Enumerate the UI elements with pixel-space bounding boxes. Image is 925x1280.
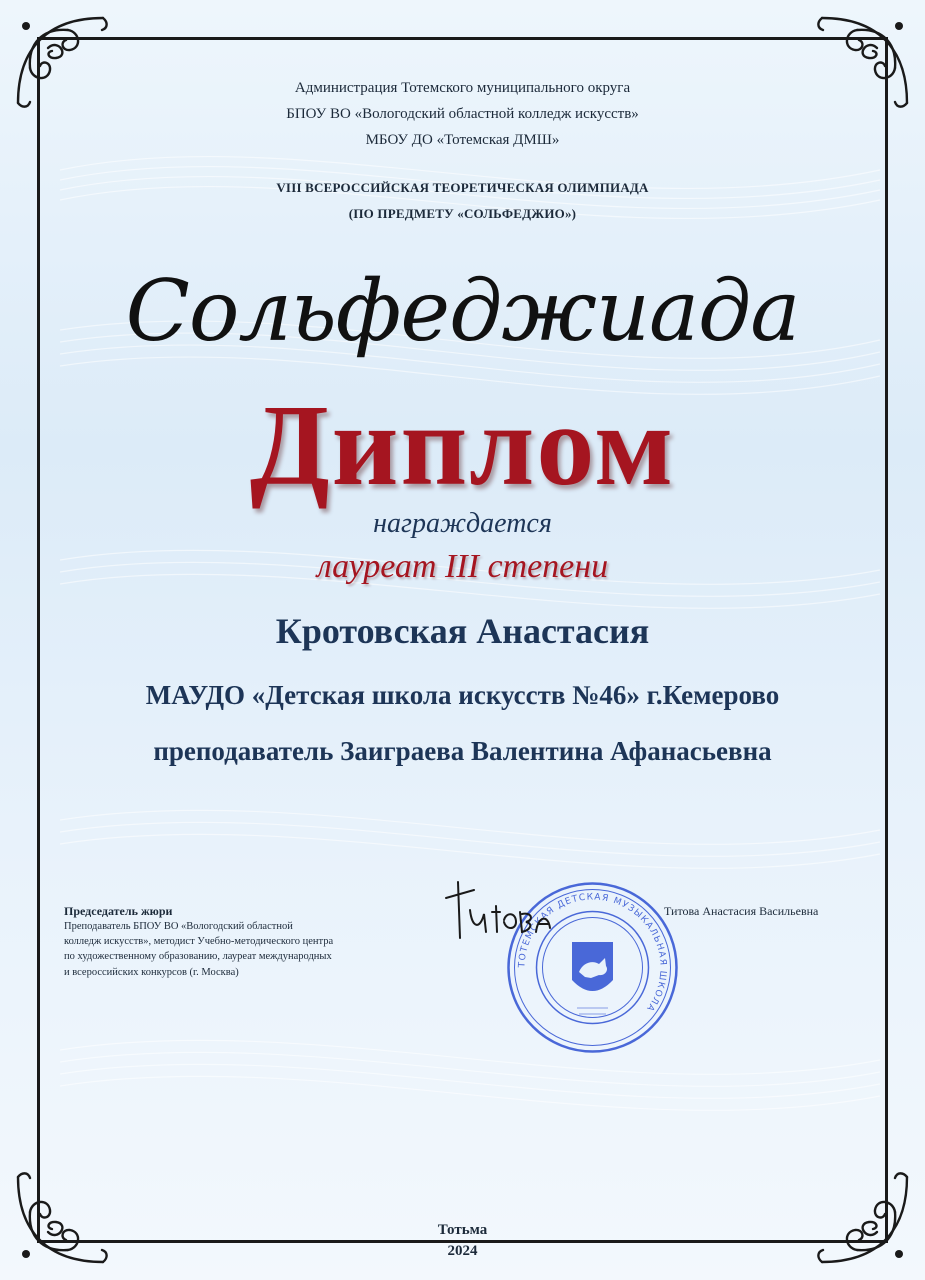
event-name-title: Сольфеджиада bbox=[125, 262, 800, 360]
jury-chair-name: Титова Анастасия Васильевна bbox=[664, 904, 819, 918]
diploma-title: Диплом bbox=[249, 382, 676, 510]
corner-ornament-top-left bbox=[8, 8, 118, 118]
olympiad-title-line-1: VIII ВСЕРОССИЙСКАЯ ТЕОРЕТИЧЕСКАЯ ОЛИМПИАДА bbox=[276, 180, 649, 195]
city-name: Тотьма bbox=[437, 1222, 488, 1238]
jury-chair-description-3: по художественному образованию, лауреат международных bbox=[64, 951, 332, 963]
jury-chair-description-2: колледж искусств», методист Учебно-методического центра bbox=[64, 936, 334, 948]
teacher-name: преподаватель Заиграева Валентина Афанасьевна bbox=[153, 736, 772, 766]
olympiad-title-line-2: (ПО ПРЕДМЕТУ «СОЛЬФЕДЖИО») bbox=[348, 206, 577, 221]
participant-name: Кротовская Анастасия bbox=[275, 611, 650, 651]
laureate-degree: лауреат III степени bbox=[316, 548, 609, 585]
organizer-line-1: Администрация Тотемского муниципального округа bbox=[294, 80, 631, 96]
school-name: МАУДО «Детская школа искусств №46» г.Кемерово bbox=[145, 680, 780, 710]
awarded-text: награждается bbox=[373, 508, 552, 539]
jury-chair-signature bbox=[440, 876, 580, 946]
svg-text:ТОТЕМСКАЯ ДЕТСКАЯ МУЗЫКАЛЬНАЯ: ТОТЕМСКАЯ ДЕТСКАЯ МУЗЫКАЛЬНАЯ ШКОЛА bbox=[517, 892, 668, 1014]
jury-chair-title: Председатель жюри bbox=[64, 904, 173, 918]
organizer-line-3: МБОУ ДО «Тотемская ДМШ» bbox=[365, 132, 560, 148]
corner-ornament-top-right bbox=[807, 8, 917, 118]
jury-chair-description-1: Преподаватель БПОУ ВО «Вологодский областной bbox=[64, 921, 293, 932]
jury-chair-description-4: и всероссийских конкурсов (г. Москва) bbox=[64, 966, 239, 978]
year: 2024 bbox=[447, 1243, 478, 1259]
jury-chair-block bbox=[64, 904, 394, 980]
organizer-line-2: БПОУ ВО «Вологодский областной колледж искусств» bbox=[286, 106, 639, 122]
